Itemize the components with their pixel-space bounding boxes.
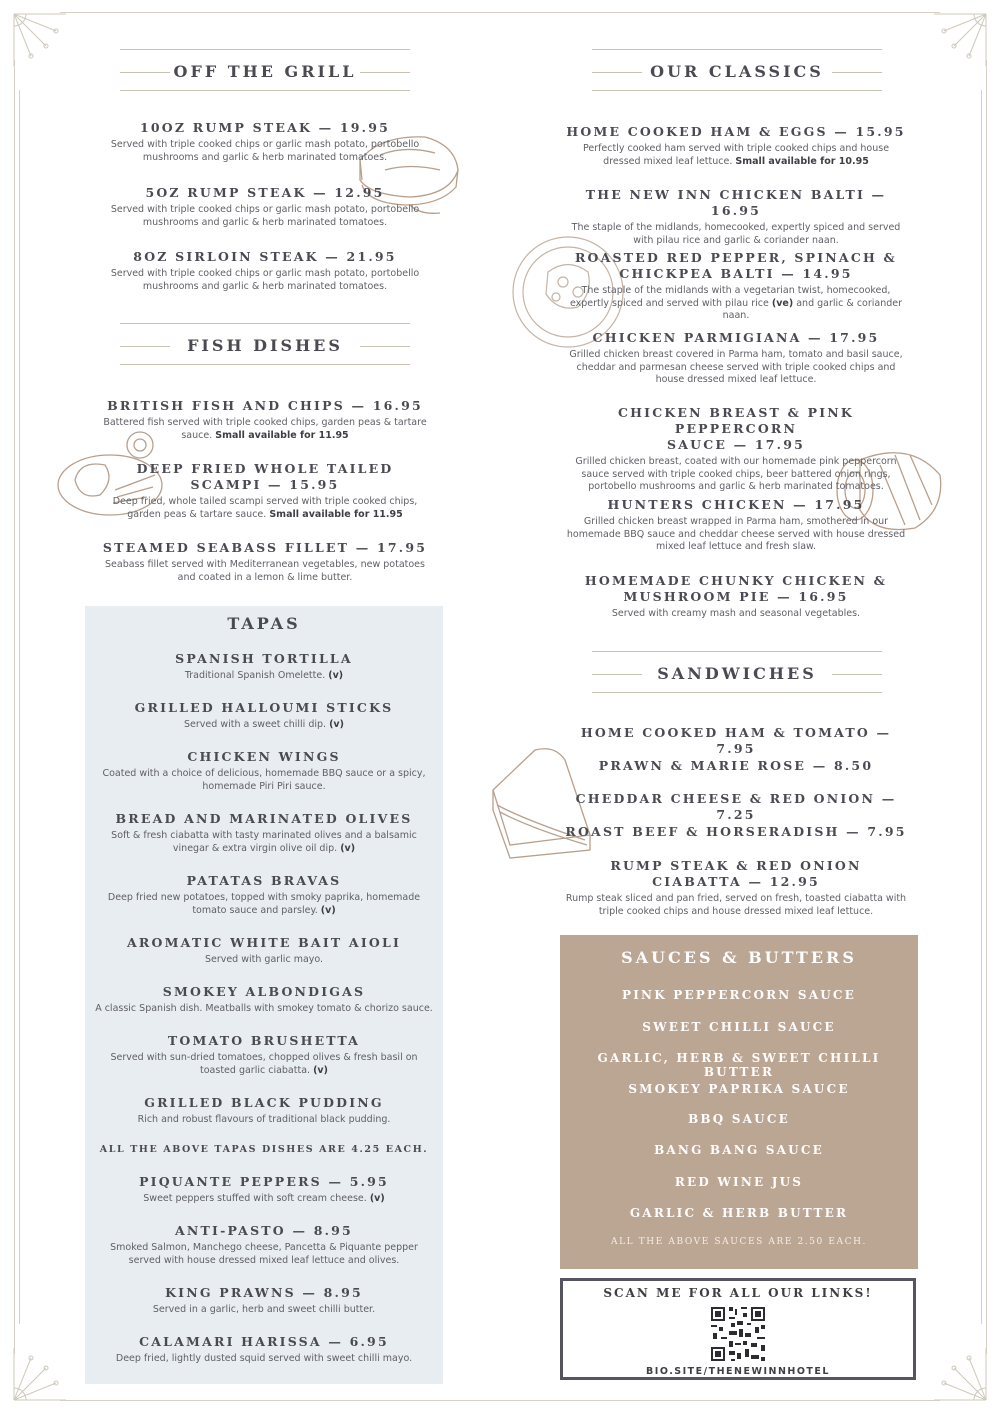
menu-item: [565, 330, 907, 387]
tapas-price-note: ALL THE ABOVE TAPAS DISHES ARE 4.25 EACH.: [99, 1144, 429, 1155]
menu-item: [93, 811, 435, 855]
frame-left-inner-line: [19, 90, 20, 1324]
item-name: CHICKEN BREAST & PINK PEPPERCORN: [618, 405, 854, 436]
item-desc: Served with creamy mash and seasonal vegetables.: [611, 608, 861, 619]
menu-item: [565, 405, 907, 494]
item-desc: Served in a garlic, herb and sweet chilli butter.: [152, 1304, 376, 1315]
item-desc: Served with garlic mayo.: [204, 954, 324, 965]
corner-ornament-icon: [6, 1338, 76, 1408]
corner-ornament-icon: [924, 6, 994, 76]
sauce-item: PINK PEPPERCORN SAUCE: [621, 988, 856, 1002]
menu-item: [93, 700, 435, 732]
item-name: MUSHROOM PIE — 16.95: [623, 589, 849, 604]
item-name: 8OZ SIRLOIN STEAK — 21.95: [133, 249, 397, 264]
item-name: DEEP FRIED WHOLE TAILED: [136, 461, 394, 476]
item-desc: Coated with a choice of delicious, homemade BBQ sauce or a spicy, homemade Piri Piri sauce.: [102, 768, 426, 792]
item-name: GRILLED HALLOUMI STICKS: [134, 700, 394, 715]
item-desc: Seabass fillet served with Mediterranean vegetables, new potatoes and coated in a lemon & lime butter.: [105, 559, 425, 583]
sauces-title: SAUCES & BUTTERS: [621, 948, 857, 967]
menu-item: [93, 1285, 435, 1317]
menu-item: [93, 1033, 435, 1077]
item-name: PIQUANTE PEPPERS — 5.95: [139, 1174, 389, 1189]
menu-item: [100, 398, 430, 442]
item-name: RUMP STEAK & RED ONION: [610, 858, 862, 873]
tapas-title: TAPAS: [227, 614, 301, 633]
frame-right-inner-line: [981, 90, 982, 1324]
menu-item: [565, 858, 907, 918]
item-desc: Smoked Salmon, Manchego cheese, Pancetta & Piquante pepper served with house dressed mixed leaf lettuce and olives.: [110, 1242, 418, 1266]
item-name: PRAWN & MARIE ROSE — 8.50: [598, 758, 874, 773]
item-name: CHICKEN PARMIGIANA — 17.95: [592, 330, 880, 345]
item-desc: Grilled chicken breast wrapped in Parma ham, smothered in our homemade BBQ sauce and cheddar cheese served with house dressed mixed leaf lettuce and fresh slaw.: [566, 516, 906, 552]
item-desc: Served with triple cooked chips or garlic mash potato, portobello mushrooms and garlic & herb marinated tomatoes.: [110, 268, 420, 292]
qr-code-icon[interactable]: [709, 1305, 767, 1363]
grill-title: OFF THE GRILL: [173, 62, 357, 81]
item-name: CIABATTA — 12.95: [652, 874, 820, 889]
item-desc: Served with triple cooked chips or garlic mash potato, portobello mushrooms and garlic & herb marinated tomatoes.: [110, 139, 420, 163]
item-desc: Served with triple cooked chips or garlic mash potato, portobello mushrooms and garlic & herb marinated tomatoes.: [110, 204, 420, 228]
small-portion-note: Small available for 11.95: [215, 429, 349, 441]
item-name: TOMATO BRUSHETTA: [167, 1033, 361, 1048]
item-desc: Traditional Spanish Omelette. (v): [184, 670, 344, 681]
item-desc: The staple of the midlands with a vegetarian twist, homecooked, expertly spiced and served with pilau rice (ve) and garlic & coriander naan.: [569, 285, 903, 321]
menu-item: [100, 461, 430, 521]
item-desc: A classic Spanish dish. Meatballs with smokey tomato & chorizo sauce.: [95, 1003, 433, 1014]
corner-ornament-icon: [6, 6, 76, 76]
item-name: BRITISH FISH AND CHIPS — 16.95: [107, 398, 423, 413]
menu-item: [110, 249, 420, 293]
item-name: CHICKEN WINGS: [187, 749, 341, 764]
sandwiches-title: SANDWICHES: [657, 664, 817, 683]
item-name: HOME COOKED HAM & EGGS — 15.95: [566, 124, 906, 139]
sauce-item: GARLIC & HERB BUTTER: [629, 1206, 849, 1220]
item-name: AROMATIC WHITE BAIT AIOLI: [127, 935, 401, 950]
item-desc: Rump steak sliced and pan fried, served on fresh, toasted ciabatta with triple cooked chips and house dressed mixed leaf lettuce.: [565, 893, 907, 917]
item-name: ROASTED RED PEPPER, SPINACH &: [574, 250, 898, 265]
item-desc: Battered fish served with triple cooked chips, garden peas & tartare sauce. Small available for 11.95: [103, 417, 427, 441]
qr-title: SCAN ME FOR ALL OUR LINKS!: [603, 1286, 873, 1300]
item-name: KING PRAWNS — 8.95: [165, 1285, 363, 1300]
item-name: GRILLED BLACK PUDDING: [144, 1095, 384, 1110]
menu-item: [93, 984, 435, 1016]
menu-item: [93, 1174, 435, 1206]
item-name: ROAST BEEF & HORSERADISH — 7.95: [565, 824, 907, 839]
small-portion-note: Small available for 11.95: [269, 508, 403, 520]
sandwiches-section-header: [592, 650, 882, 696]
sauce-item: BANG BANG SAUCE: [654, 1143, 824, 1157]
menu-item: [565, 573, 907, 621]
small-portion-note: Small available for 10.95: [735, 155, 869, 167]
frame-bottom-line: [60, 1400, 940, 1401]
fish-title: FISH DISHES: [187, 336, 343, 355]
fish-section-header: [120, 322, 410, 368]
menu-item: [565, 124, 907, 168]
classics-section-header: [592, 48, 882, 94]
item-desc: Deep fried, whole tailed scampi served with triple cooked chips, garden peas & tartare sauce. Small available for 11.95: [112, 496, 418, 520]
sauce-item: BBQ SAUCE: [688, 1112, 790, 1126]
item-desc: Sweet peppers stuffed with soft cream cheese. (v): [143, 1193, 385, 1204]
qr-panel: [560, 1278, 916, 1380]
item-name: HOMEMADE CHUNKY CHICKEN &: [584, 573, 888, 588]
menu-item: [93, 651, 435, 683]
item-name: PATATAS BRAVAS: [186, 873, 342, 888]
corner-ornament-icon: [924, 1338, 994, 1408]
item-name: 5OZ RUMP STEAK — 12.95: [145, 185, 385, 200]
item-name: SMOKEY ALBONDIGAS: [162, 984, 366, 999]
frame-right-line: [986, 60, 987, 1354]
item-name: SPANISH TORTILLA: [175, 651, 353, 666]
item-desc: Perfectly cooked ham served with triple cooked chips and house dressed mixed leaf lettuce. Small available for 10.95: [582, 143, 890, 167]
item-name: HOME COOKED HAM & TOMATO — 7.95: [580, 725, 892, 756]
menu-item: [565, 758, 907, 774]
item-name: CHICKPEA BALTI — 14.95: [619, 266, 853, 281]
item-desc: The staple of the midlands, homecooked, expertly spiced and served with pilau rice and garlic & coriander naan.: [571, 222, 901, 246]
menu-item: [565, 250, 907, 323]
item-desc: Soft & fresh ciabatta with tasty marinated olives and a balsamic vinegar & extra virgin olive oil dip. (v): [111, 830, 417, 854]
item-desc: Served with sun-dried tomatoes, chopped olives & fresh basil on toasted garlic ciabatta. (v): [110, 1052, 418, 1076]
sauces-price-note: ALL THE ABOVE SAUCES ARE 2.50 EACH.: [610, 1237, 868, 1247]
sauces-panel: [560, 935, 918, 1269]
item-desc: Deep fried new potatoes, topped with smoky paprika, homemade tomato sauce and parsley. (v): [107, 892, 421, 916]
menu-item: [93, 1223, 435, 1267]
grill-section-header: [120, 48, 410, 94]
item-desc: Rich and robust flavours of traditional black pudding.: [137, 1114, 391, 1125]
item-name: STEAMED SEABASS FILLET — 17.95: [102, 540, 428, 555]
item-name: ANTI-PASTO — 8.95: [175, 1223, 353, 1238]
item-desc: Grilled chicken breast covered in Parma ham, tomato and basil sauce, cheddar and parmesan cheese served with triple cooked chips and house dressed mixed leaf lettuce.: [569, 349, 903, 385]
qr-url[interactable]: BIO.SITE/THENEWINNHOTEL: [646, 1366, 830, 1377]
menu-item: [565, 187, 907, 247]
sauce-item: SMOKEY PAPRIKA SAUCE: [628, 1082, 850, 1096]
sauce-item: SWEET CHILLI SAUCE: [642, 1020, 836, 1034]
sauce-item: GARLIC, HERB & SWEET CHILLI BUTTER: [597, 1051, 881, 1079]
menu-item: [565, 497, 907, 554]
menu-item: [93, 935, 435, 967]
menu-item: [93, 749, 435, 793]
item-name: THE NEW INN CHICKEN BALTI — 16.95: [585, 187, 887, 218]
item-name: CHEDDAR CHEESE & RED ONION — 7.25: [575, 791, 897, 822]
menu-item: [565, 725, 907, 757]
item-name: CALAMARI HARISSA — 6.95: [139, 1334, 389, 1349]
item-name: BREAD AND MARINATED OLIVES: [115, 811, 413, 826]
menu-item: [93, 873, 435, 917]
item-desc: Deep fried, lightly dusted squid served with sweet chilli mayo.: [115, 1353, 413, 1364]
item-desc: Served with a sweet chilli dip. (v): [184, 719, 344, 730]
menu-item: [93, 1095, 435, 1127]
menu-item: [110, 120, 420, 164]
item-desc: Grilled chicken breast, coated with our homemade pink peppercorn sauce served with triple cooked chips, beer battered onion rings, portobello mushrooms and garlic & herb marinated tomatoes.: [575, 456, 897, 492]
frame-top-line: [60, 12, 940, 13]
menu-item: [565, 791, 907, 823]
menu-item: [100, 540, 430, 584]
item-name: 10OZ RUMP STEAK — 19.95: [139, 120, 390, 135]
item-name: HUNTERS CHICKEN — 17.95: [607, 497, 865, 512]
sauce-item: RED WINE JUS: [674, 1175, 804, 1189]
item-name: SAUCE — 17.95: [666, 437, 806, 452]
menu-item: [565, 824, 907, 840]
tapas-panel: [85, 606, 443, 1384]
item-name: SCAMPI — 15.95: [190, 477, 340, 492]
classics-title: OUR CLASSICS: [650, 62, 824, 81]
menu-item: [93, 1334, 435, 1366]
menu-item: [110, 185, 420, 229]
frame-left-line: [14, 60, 15, 1354]
